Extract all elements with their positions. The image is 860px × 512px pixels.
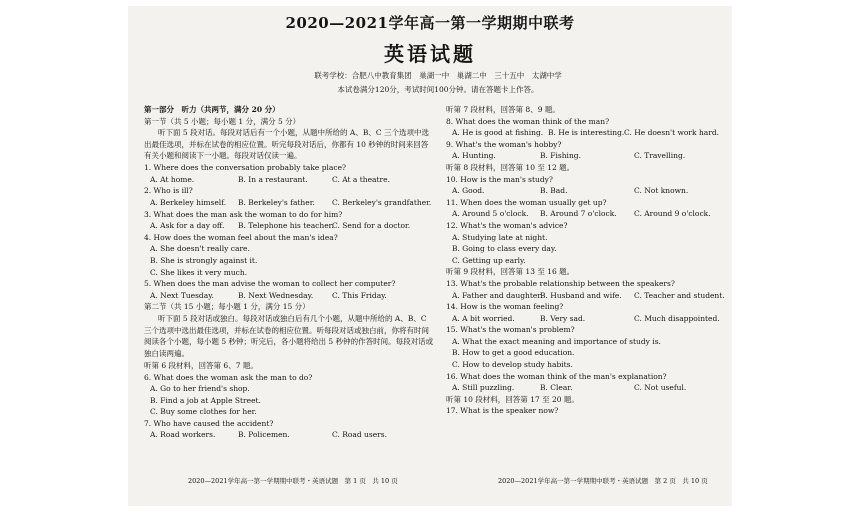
- material-9-heading: 听第 9 段材料，回答第 13 至 16 题。: [446, 267, 575, 277]
- question-10: 10. How is the man's study?: [446, 174, 553, 184]
- exam-note: 本试卷满分120分，考试时间100分钟。请在答题卡上作答。: [337, 85, 539, 94]
- option-c: C. This Friday.: [332, 290, 387, 300]
- page-2-footer: 2020—2021学年高一第一学期期中联考・英语试题 第 2 页 共 10 页: [498, 477, 708, 485]
- option-b: B. In a restaurant.: [238, 174, 308, 184]
- question-16-options: [446, 382, 726, 394]
- question-13: 13. What's the probable relationship between the speakers?: [446, 278, 675, 288]
- option-b: B. Find a job at Apple Street.: [150, 395, 261, 405]
- option-a: A. He is good at fishing.: [452, 128, 544, 138]
- option-b: B. Going to class every day.: [452, 244, 557, 254]
- question-13-options: [446, 290, 726, 302]
- part-heading: 第一部分 听力（共两节，满分 20 分）: [144, 105, 280, 114]
- option-b: B. Around 7 o'clock.: [540, 209, 617, 219]
- section-1-instructions: 听下面 5 段对话。每段对话后有一个小题，从题中所给的 A、B、C 三个选项中选出最佳选项，并标在试卷的相应位置。听完每段对话后，你都有 10 秒钟的时间来回答有关小题和阅读下一小题。每段对话仅读一遍。: [144, 128, 429, 161]
- option-b: B. Telephone his teacher.: [238, 221, 334, 231]
- participating-schools: 联考学校：合肥八中教育集团 巢湖一中 巢湖二中 三十五中 太湖中学: [314, 71, 562, 80]
- question-16: 16. What does the woman think of the man's explanation?: [446, 371, 667, 381]
- option-c: C. Berkeley's grandfather.: [332, 197, 432, 207]
- option-a: A. Father and daughter.: [452, 290, 543, 300]
- question-1-options: [144, 174, 434, 186]
- question-11-options: [446, 208, 726, 220]
- question-15: 15. What's the woman's problem?: [446, 325, 575, 335]
- question-4: 4. How does the woman feel about the man's idea?: [144, 232, 338, 242]
- question-14-options: [446, 313, 726, 325]
- section-2-instructions: 听下面 5 段对话或独白。每段对话或独白后有几个小题，从题中所给的 A、B、C 三个选项中选出最佳选项，并标在试卷的相应位置。听每段对话或独白前，你将有时间阅读各个小题，每小题 5 秒钟；听完后，各小题将给出 5 秒钟的作答时间。每段对话或独白读两遍。: [144, 313, 434, 358]
- option-a: A. Berkeley himself.: [150, 197, 227, 207]
- option-a: A. A bit worried.: [452, 313, 515, 323]
- option-a: A. Hunting.: [452, 151, 496, 161]
- option-b: B. Very sad.: [540, 313, 586, 323]
- page-1-column: [144, 104, 434, 441]
- option-c: C. At a theatre.: [332, 174, 390, 184]
- question-9-options: [446, 150, 726, 162]
- option-c: C. Send for a doctor.: [332, 221, 411, 231]
- option-a: A. At home.: [150, 174, 195, 184]
- option-a: A. Still puzzling.: [452, 383, 515, 393]
- option-b: B. Husband and wife.: [540, 290, 622, 300]
- option-b: B. How to get a good education.: [452, 348, 575, 358]
- option-a: A. Around 5 o'clock.: [452, 209, 529, 219]
- option-c: C. Getting up early.: [452, 255, 526, 265]
- material-7-heading: 听第 7 段材料，回答第 8、9 题。: [446, 105, 560, 114]
- option-b: B. Berkeley's father.: [238, 197, 315, 207]
- option-b: B. Next Wednesday.: [238, 290, 314, 300]
- option-a: A. What the exact meaning and importance of study is.: [452, 336, 661, 346]
- option-c: C. Travelling.: [634, 151, 686, 161]
- material-6-heading: 听第 6 段材料，回答第 6、7 题。: [144, 360, 258, 370]
- question-17: 17. What is the speaker now?: [446, 406, 559, 416]
- question-5-options: [144, 290, 434, 302]
- option-b: B. Fishing.: [540, 151, 581, 161]
- option-c: C. He doesn't work hard.: [624, 128, 720, 138]
- option-a: A. Ask for a day off.: [150, 221, 225, 231]
- option-a: A. Studying late at night.: [452, 232, 548, 242]
- question-1: 1. Where does the conversation probably take place?: [144, 163, 347, 173]
- section-1-heading: 第一节（共 5 小题；每小题 1 分，满分 5 分）: [144, 116, 301, 126]
- exam-title: 2020—2021学年高一第一学期期中联考: [285, 14, 575, 32]
- question-12: 12. What's the woman's advice?: [446, 220, 568, 230]
- section-2-heading: 第二节（共 15 小题；每小题 1 分，满分 15 分）: [144, 302, 310, 312]
- question-9: 9. What's the woman's hobby?: [446, 139, 562, 149]
- question-6: 6. What does the woman ask the man to do?: [144, 372, 313, 382]
- option-c: C. Not useful.: [634, 383, 687, 393]
- question-11: 11. When does the woman usually get up?: [446, 197, 607, 207]
- question-8: 8. What does the woman think of the man?: [446, 116, 610, 126]
- question-3: 3. What does the man ask the woman to do for him?: [144, 209, 343, 219]
- material-8-heading: 听第 8 段材料，回答第 10 至 12 题。: [446, 162, 575, 172]
- option-c: C. How to develop study habits.: [452, 360, 573, 370]
- option-b: B. He is interesting.: [548, 128, 625, 138]
- page-2-column: [446, 104, 726, 417]
- option-b: B. Policemen.: [238, 430, 290, 440]
- option-c: C. She likes it very much.: [150, 267, 248, 277]
- page-1-footer: 2020—2021学年高一第一学期期中联考・英语试题 第 1 页 共 10 页: [188, 477, 398, 485]
- option-c: C. Much disappointed.: [634, 313, 720, 323]
- question-8-options: [446, 127, 726, 139]
- question-2-options: [144, 197, 434, 209]
- option-a: A. Road workers.: [150, 430, 216, 440]
- option-c: C. Buy some clothes for her.: [150, 407, 257, 417]
- option-c: C. Not known.: [634, 186, 689, 196]
- question-5: 5. When does the man advise the woman to collect her computer?: [144, 279, 396, 289]
- question-10-options: [446, 185, 726, 197]
- material-10-heading: 听第 10 段材料，回答第 17 至 20 题。: [446, 394, 579, 404]
- option-a: A. Good.: [452, 186, 485, 196]
- question-2: 2. Who is ill?: [144, 186, 193, 196]
- option-c: C. Around 9 o'clock.: [634, 209, 711, 219]
- option-a: A. Go to her friend's shop.: [150, 384, 250, 394]
- exam-subtitle: 英语试题: [384, 42, 476, 66]
- option-a: A. Next Tuesday.: [150, 290, 214, 300]
- option-b: B. Clear.: [540, 383, 573, 393]
- option-b: B. Bad.: [540, 186, 568, 196]
- question-7: 7. Who have caused the accident?: [144, 418, 274, 428]
- question-14: 14. How is the woman feeling?: [446, 302, 564, 312]
- question-3-options: [144, 220, 434, 232]
- option-b: B. She is strongly against it.: [150, 255, 258, 265]
- exam-sheet: [128, 6, 732, 506]
- option-c: C. Teacher and student.: [634, 290, 725, 300]
- option-a: A. She doesn't really care.: [150, 244, 250, 254]
- option-c: C. Road users.: [332, 430, 387, 440]
- question-7-options: [144, 429, 434, 441]
